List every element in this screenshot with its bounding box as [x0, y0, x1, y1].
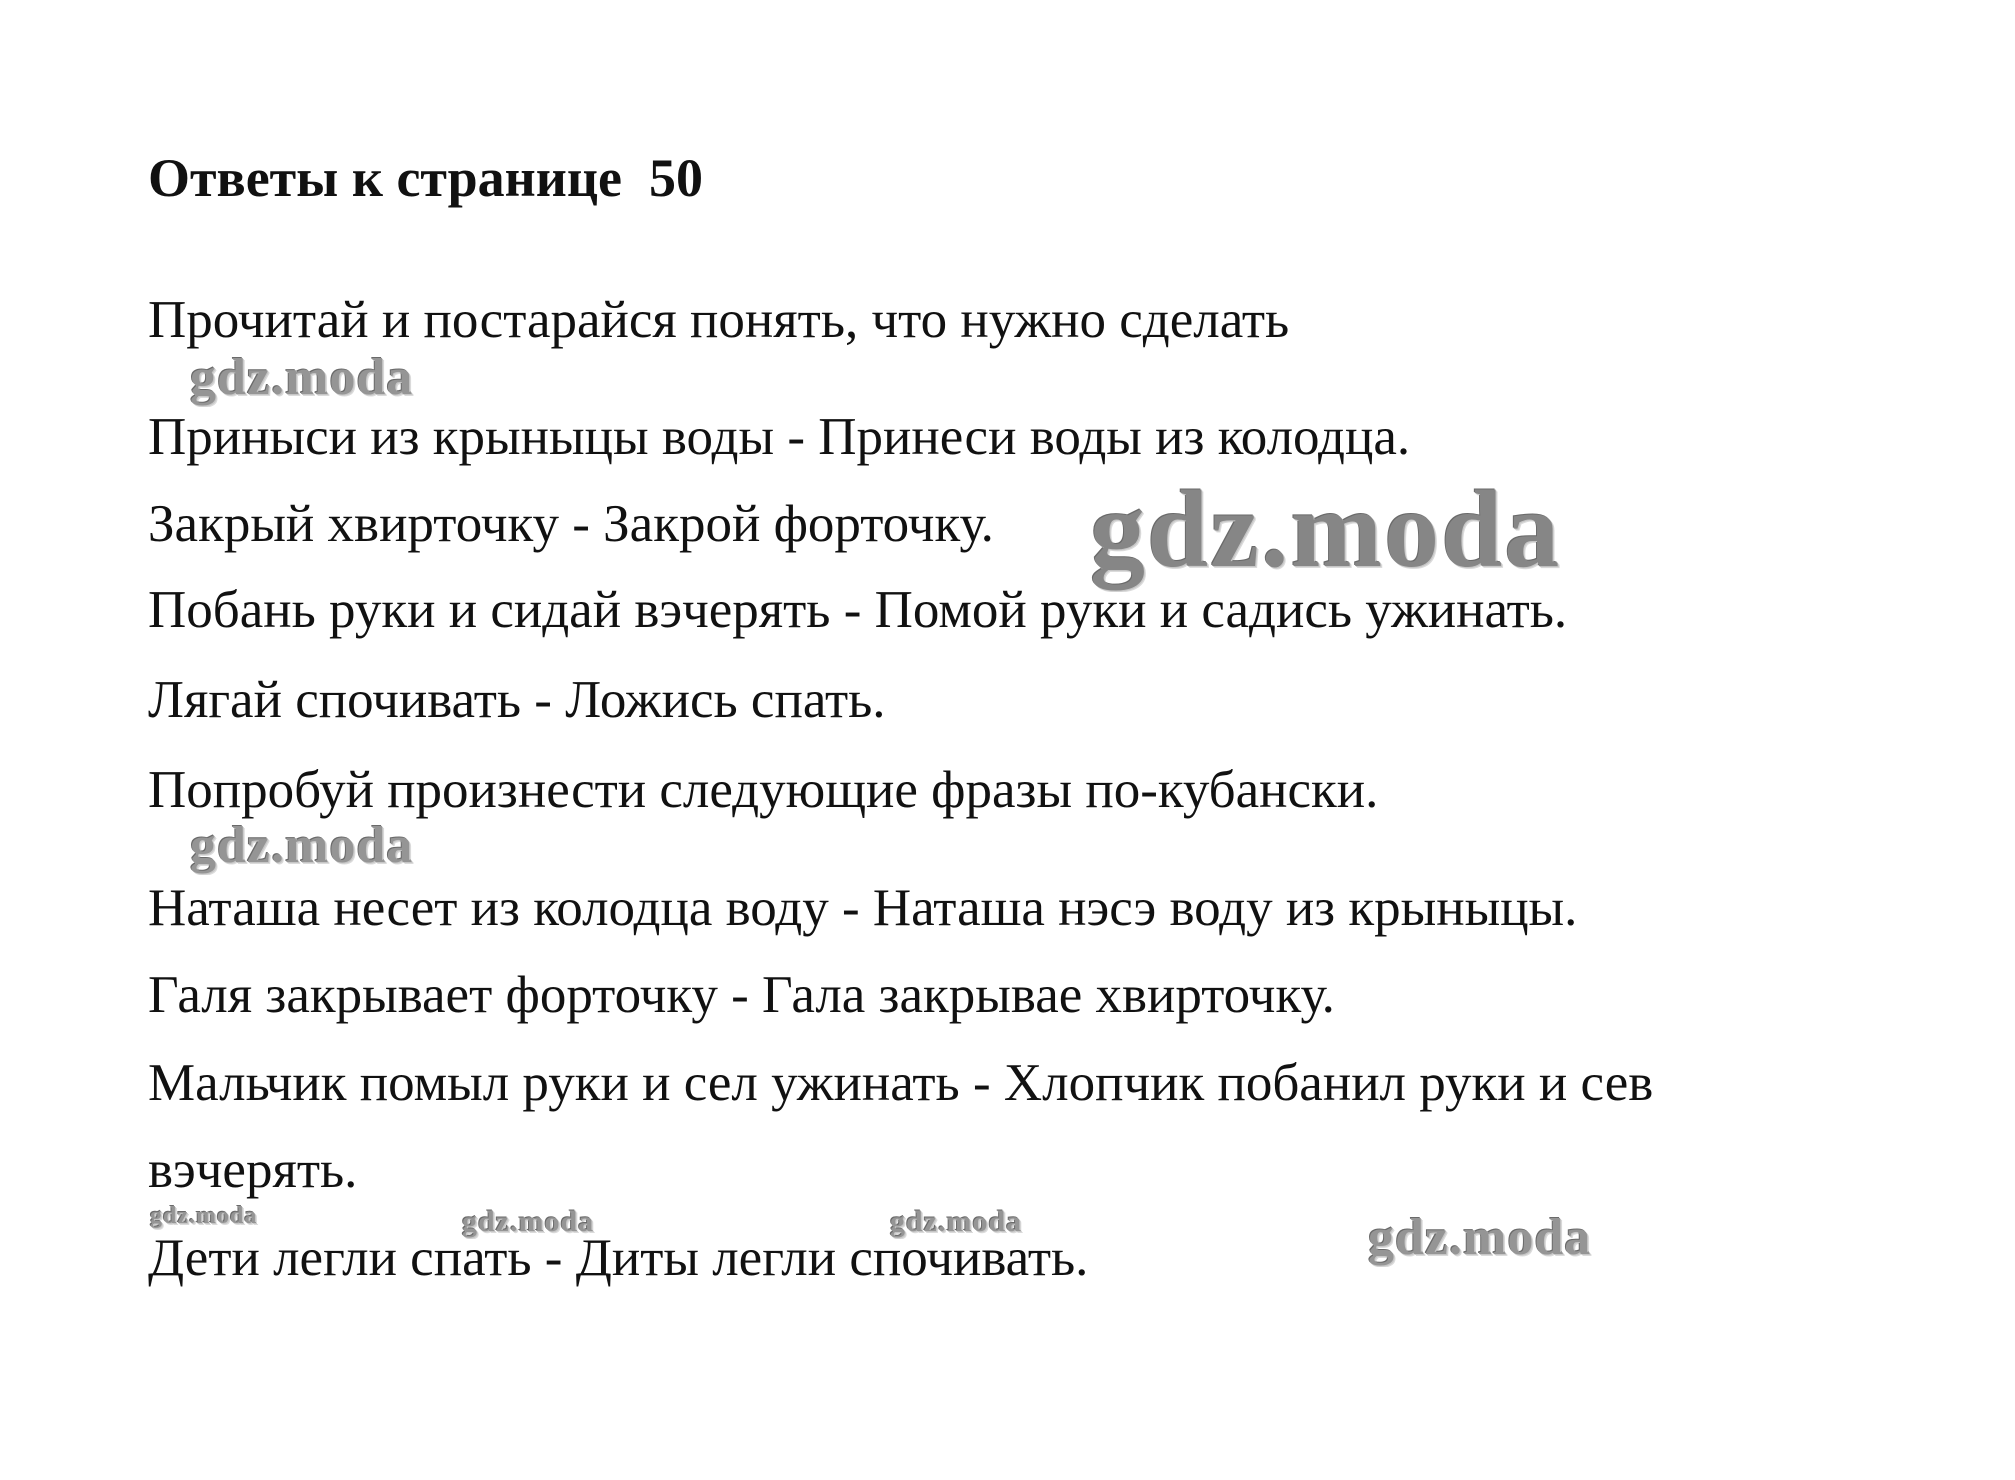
- page-title: Ответы к странице 50: [148, 148, 703, 208]
- text-line-4: Побань руки и сидай вэчерять - Помой руки и садись ужинать.: [148, 581, 1568, 639]
- text-line-8: Галя закрывает форточку - Гала закрывае хвирточку.: [148, 966, 1335, 1024]
- text-line-7: Наташа несет из колодца воду - Наташа нэсэ воду из крыныцы.: [148, 879, 1578, 937]
- watermark: gdz.moda: [462, 1205, 595, 1238]
- watermark: gdz.moda: [150, 1203, 258, 1229]
- text-line-10: вэчерять.: [148, 1141, 358, 1199]
- watermark: gdz.moda: [890, 1205, 1023, 1238]
- text-line-6: Попробуй произнести следующие фразы по-кубански.: [148, 761, 1379, 819]
- text-line-3: Закрый хвирточку - Закрой форточку.: [148, 495, 994, 553]
- text-line-5: Лягай спочивать - Ложись спать.: [148, 671, 886, 729]
- text-line-2: Приныси из крыныцы воды - Принеси воды из колодца.: [148, 408, 1411, 466]
- text-line-9: Мальчик помыл руки и сел ужинать - Хлопчик побанил руки и сев: [148, 1054, 1654, 1112]
- watermark: gdz.moda: [1368, 1209, 1592, 1266]
- watermark: gdz.moda: [1090, 468, 1562, 590]
- watermark: gdz.moda: [190, 817, 414, 874]
- text-line-11: Дети легли спать - Диты легли спочивать.: [148, 1229, 1089, 1287]
- watermark: gdz.moda: [190, 349, 414, 406]
- text-line-1: Прочитай и постарайся понять, что нужно сделать: [148, 291, 1290, 349]
